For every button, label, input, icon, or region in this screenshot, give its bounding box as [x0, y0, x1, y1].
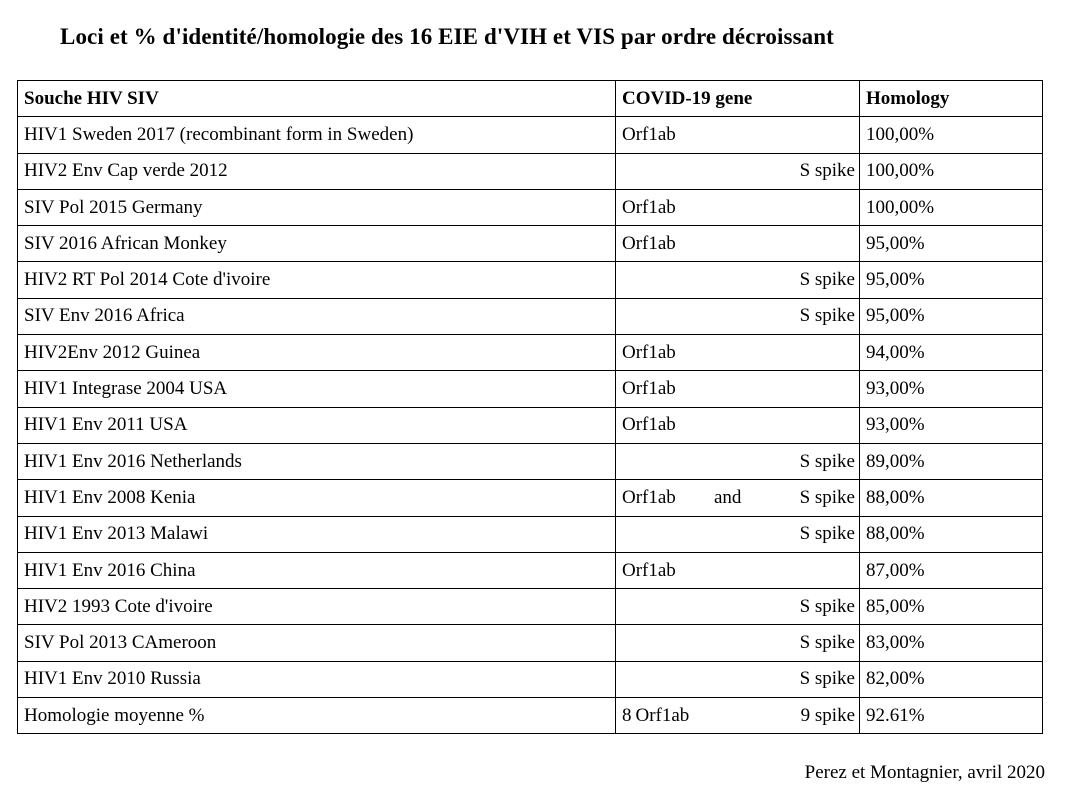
table-header-row	[18, 81, 1043, 117]
gene-spike: S spike	[799, 523, 855, 545]
strain-cell: HIV2 Env Cap verde 2012	[18, 153, 616, 189]
homology-cell: 100,00%	[860, 189, 1043, 225]
table-row	[18, 407, 1043, 443]
table-row	[18, 298, 1043, 334]
table-row	[18, 480, 1043, 516]
homology-cell: 88,00%	[860, 516, 1043, 552]
gene-cell	[616, 443, 860, 479]
strain-cell: HIV1 Env 2008 Kenia	[18, 480, 616, 516]
table-row	[18, 443, 1043, 479]
gene-cell	[616, 262, 860, 298]
homology-cell: 89,00%	[860, 443, 1043, 479]
strain-cell: HIV1 Env 2011 USA	[18, 407, 616, 443]
gene-cell	[616, 552, 860, 588]
gene-cell	[616, 117, 860, 153]
strain-cell: HIV1 Env 2016 Netherlands	[18, 443, 616, 479]
gene-spike: S spike	[799, 305, 855, 327]
homology-cell: 95,00%	[860, 226, 1043, 262]
table-row	[18, 153, 1043, 189]
gene-orf1ab: Orf1ab	[622, 486, 676, 508]
homology-cell: 83,00%	[860, 625, 1043, 661]
homology-cell: 95,00%	[860, 298, 1043, 334]
gene-orf1ab: Orf1ab	[622, 414, 676, 436]
strain-cell: HIV2Env 2012 Guinea	[18, 335, 616, 371]
strain-cell: HIV2 1993 Cote d'ivoire	[18, 589, 616, 625]
gene-spike: S spike	[799, 269, 855, 291]
homology-cell: 82,00%	[860, 661, 1043, 697]
document-title: Loci et % d'identité/homologie des 16 EIE d'VIH et VIS par ordre décroissant	[60, 24, 834, 49]
gene-spike: S spike	[799, 595, 855, 617]
table-row	[18, 262, 1043, 298]
strain-cell: HIV1 Env 2010 Russia	[18, 661, 616, 697]
strain-cell: SIV Pol 2013 CAmeroon	[18, 625, 616, 661]
gene-orf1ab: Orf1ab	[622, 196, 676, 218]
table-row	[18, 117, 1043, 153]
footer-orf	[622, 705, 689, 727]
strain-cell: HIV1 Integrase 2004 USA	[18, 371, 616, 407]
table-body	[18, 117, 1043, 698]
homology-cell: 87,00%	[860, 552, 1043, 588]
gene-cell	[616, 189, 860, 225]
strain-cell: SIV 2016 African Monkey	[18, 226, 616, 262]
footer-homology: 92.61%	[860, 698, 1043, 734]
gene-spike: S spike	[799, 450, 855, 472]
table-row	[18, 625, 1043, 661]
gene-cell	[616, 335, 860, 371]
table-row	[18, 371, 1043, 407]
strain-cell: HIV1 Env 2013 Malawi	[18, 516, 616, 552]
gene-spike: S spike	[799, 486, 855, 508]
gene-orf1ab: Orf1ab	[622, 341, 676, 363]
strain-cell: HIV2 RT Pol 2014 Cote d'ivoire	[18, 262, 616, 298]
homology-cell: 95,00%	[860, 262, 1043, 298]
strain-cell: SIV Env 2016 Africa	[18, 298, 616, 334]
header-strain: Souche HIV SIV	[18, 81, 616, 117]
gene-cell	[616, 625, 860, 661]
table-row	[18, 335, 1043, 371]
header-homology: Homology	[860, 81, 1043, 117]
homology-cell: 100,00%	[860, 153, 1043, 189]
footer-spike: 9 spike	[800, 704, 855, 726]
header-gene: COVID-19 gene	[616, 81, 860, 117]
homology-cell: 94,00%	[860, 335, 1043, 371]
table-row	[18, 516, 1043, 552]
strain-cell: SIV Pol 2015 Germany	[18, 189, 616, 225]
gene-cell	[616, 407, 860, 443]
homology-table	[17, 80, 1043, 734]
footer-orf-label: Orf1ab	[635, 704, 690, 726]
homology-cell: 93,00%	[860, 407, 1043, 443]
strain-cell: HIV1 Env 2016 China	[18, 552, 616, 588]
table-row	[18, 189, 1043, 225]
table-row	[18, 226, 1043, 262]
table-row	[18, 552, 1043, 588]
table-footer-row	[18, 698, 1043, 734]
gene-spike: S spike	[799, 160, 855, 182]
gene-and: and	[714, 486, 742, 508]
gene-spike: S spike	[799, 632, 855, 654]
homology-cell: 100,00%	[860, 117, 1043, 153]
footer-orf-count: 8	[622, 704, 632, 726]
table-row	[18, 589, 1043, 625]
gene-orf1ab: Orf1ab	[622, 123, 676, 145]
gene-cell	[616, 298, 860, 334]
gene-cell	[616, 589, 860, 625]
homology-cell: 93,00%	[860, 371, 1043, 407]
gene-cell	[616, 153, 860, 189]
homology-cell: 88,00%	[860, 480, 1043, 516]
homology-cell: 85,00%	[860, 589, 1043, 625]
gene-orf1ab: Orf1ab	[622, 232, 676, 254]
footer-gene-cell	[616, 698, 860, 734]
footer-label: Homologie moyenne %	[18, 698, 616, 734]
gene-cell	[616, 661, 860, 697]
credit-line: Perez et Montagnier, avril 2020	[804, 762, 1045, 783]
gene-cell	[616, 226, 860, 262]
gene-cell	[616, 480, 860, 516]
gene-orf1ab: Orf1ab	[622, 559, 676, 581]
gene-spike: S spike	[799, 668, 855, 690]
gene-cell	[616, 371, 860, 407]
gene-orf1ab: Orf1ab	[622, 378, 676, 400]
table-row	[18, 661, 1043, 697]
gene-cell	[616, 516, 860, 552]
strain-cell: HIV1 Sweden 2017 (recombinant form in Sweden)	[18, 117, 616, 153]
